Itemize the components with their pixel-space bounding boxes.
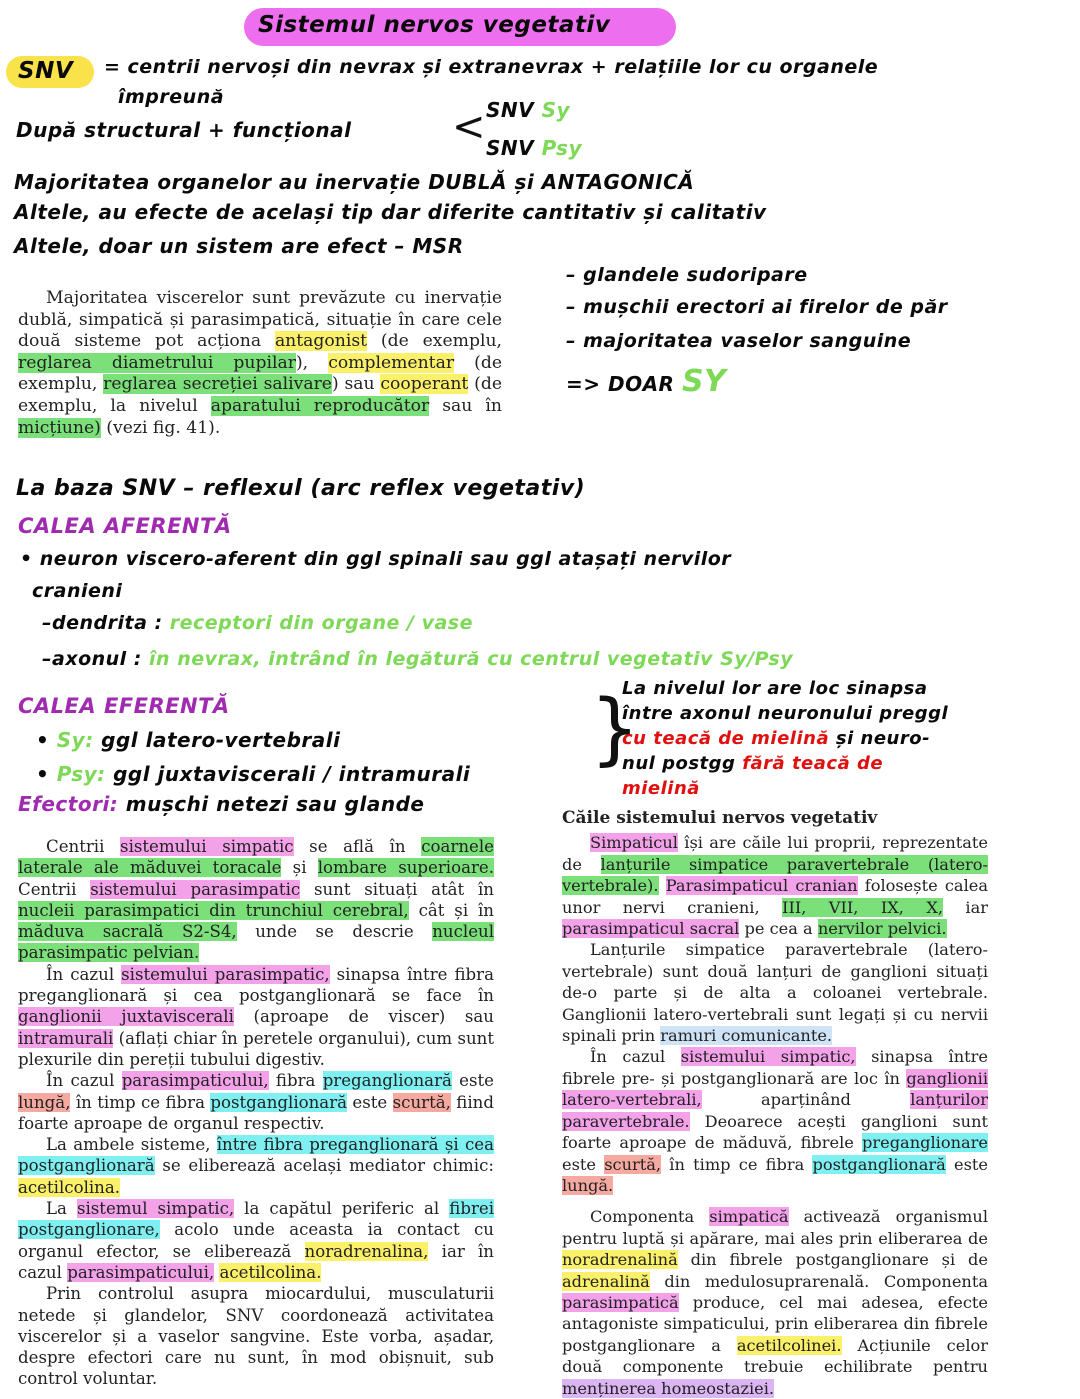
- snv-definition: = centrii nervoși din nevrax și extranevrax + relațiile lor cu organele: [104, 56, 879, 78]
- snv-sy: SNV Sy: [486, 98, 571, 122]
- aferenta-neuron-cont: cranieni: [32, 580, 123, 602]
- snv-label: SNV: [18, 58, 74, 84]
- calea-eferenta-heading: CALEA EFERENTĂ: [18, 694, 230, 718]
- reflex-heading: La baza SNV – reflexul (arc reflex vegetativ): [16, 476, 586, 501]
- axonul-line: –axonul : în nevrax, intrând în legătură cu centrul vegetativ Sy/Psy: [42, 648, 794, 670]
- paragraph-control: Prin controlul asupra miocardului, musculaturii netede și glandelor, SNV coordonează activitatea viscerelor și a vaselor sangvine. Este vorba, așadar, despre efectori care nu sunt, în mod obișnuit, sub control voluntar.: [18, 1284, 494, 1389]
- paragraph-componente: Componenta simpatică activează organismul pentru luptă și apărare, mai ales prin eliberarea de noradrenalină din fibrele postganglionare și de adrenalină din medulosuprarenală. Componenta parasimpatică produce, cel mai adesea, efecte antagoniste simpaticului, prin eliberarea din fibrele postganglionare a acetilcolinei. Acțiunile celor două componente trebuie echilibrate pentru menținerea homeostaziei.: [562, 1207, 988, 1398]
- dendrita-line: –dendrita : receptori din organe / vase: [42, 612, 473, 634]
- paragraph-cai: Simpaticul își are căile lui proprii, reprezentate de lanțurile simpatice paravertebrale (latero-vertebrale). Parasimpaticul cranian folosește calea unor nervi cranieni, III, VII, IX, X, iar parasimpaticul sacral pe cea a nervilor pelvici.: [562, 833, 989, 939]
- paragraph-sinapsa-parasimpatic: În cazul sistemului parasimpatic, sinapsa între fibra preganglionară și cea postganglionară se face în ganglionii juxtaviscerali (aproape de viscer) sau intramurali (aflați chiar în peretele organului), cum sunt plexurile din pereții tubului digestiv.: [18, 964, 494, 1069]
- paragraph-lanturi: Lanțurile simpatice paravertebrale (latero-vertebrale) sunt două lanțuri de ganglioni situați de-o parte și de alta a coloanei vertebrale. Ganglionii latero-vertebrali sunt legați și cu nervii spinali prin ramuri comunicante.: [562, 940, 988, 1046]
- eferenta-sy: • Sy: ggl latero-vertebrali: [36, 728, 341, 752]
- list-item: – mușchii erectori ai firelor de păr: [566, 296, 948, 318]
- paragraph-centrii: Centrii sistemului simpatic se află în coarnele laterale ale măduvei toracale și lombare superioare. Centrii sistemului parasimpatic sunt situați atât în nucleii parasimpatici din trunchiul cerebral, cât și în măduva sacrală S2-S4, unde se descrie nucleul parasimpatic pelvian.: [18, 837, 495, 963]
- sinapsa-note: La nivelul lor are loc sinapsa între axonul neuronului preggl cu teacă de mielină și neuro- nul postgg fără teacă de mielină: [622, 678, 949, 799]
- paragraph-sinapsa-simpatic: În cazul sistemului simpatic, sinapsa între fibrele pre- și postganglionară are loc în ganglionii latero-vertebrali, aparținând lanțurilor paravertebrale. Deoarece acești ganglioni sunt foarte aproape de măduvă, fibrele preganglionare este scurtă, în timp ce fibra postganglionară este lungă.: [562, 1047, 988, 1195]
- aferenta-neuron: • neuron viscero-aferent din ggl spinali sau ggl atașați nervilor: [20, 548, 732, 570]
- list-item: – majoritatea vaselor sanguine: [566, 330, 912, 352]
- eferenta-psy: • Psy: ggl juxtaviscerali / intramurali: [36, 762, 471, 786]
- structural-label: După structural + funcțional: [16, 118, 352, 142]
- doar-sy: => DOAR SY: [566, 364, 727, 399]
- efectori-line: Efectori: mușchi netezi sau glande: [18, 792, 425, 816]
- snv-definition-cont: împreună: [118, 86, 225, 108]
- book-right-column: [562, 808, 988, 1399]
- paragraph-fibre-parasimpatic: În cazul parasimpaticului, fibra preganglionară este lungă, în timp ce fibra postganglionară este scurtă, fiind foarte aproape de organul respectiv.: [18, 1071, 494, 1133]
- paragraph-mediator: La ambele sisteme, între fibra preganglionară și cea postganglionară se eliberează același mediator chimic: acetilcolina.: [18, 1135, 494, 1197]
- calea-aferenta-heading: CALEA AFERENTĂ: [18, 514, 232, 538]
- sinapsa-brace: }: [590, 684, 640, 774]
- note-dubla: Majoritatea organelor au inervație DUBLĂ și ANTAGONICĂ: [14, 170, 695, 194]
- fork-brace: <: [452, 104, 486, 150]
- snv-psy: SNV Psy: [486, 136, 582, 160]
- page-title: Sistemul nervos vegetativ: [258, 12, 611, 38]
- note-acelasi-tip: Altele, au efecte de același tip dar diferite cantitativ și calitativ: [14, 200, 767, 224]
- paragraph-inervatie: Majoritatea viscerelor sunt prevăzute cu inervație dublă, simpatică și parasimpatică, situație în care cele două sisteme pot acționa antagonist (de exemplu, reglarea diametrului pupilar), complementar (de exemplu, reglarea secreției salivare) sau cooperant (de exemplu, la nivelul aparatului reproducător sau în micțiune) (vezi fig. 41).: [18, 288, 503, 438]
- book-left-column: [18, 836, 494, 1390]
- note-doar-un-sistem: Altele, doar un sistem are efect – MSR: [14, 234, 464, 258]
- paragraph-capat-periferic: La sistemul simpatic, la capătul periferic al fibrei postganglionare, acolo unde aceasta ia contact cu organul efector, se eliberează noradrenalina, iar în cazul parasimpaticului, acetilcolina.: [18, 1199, 494, 1282]
- list-item: – glandele sudoripare: [566, 264, 808, 286]
- section-heading: Căile sistemului nervos vegetativ: [562, 808, 878, 828]
